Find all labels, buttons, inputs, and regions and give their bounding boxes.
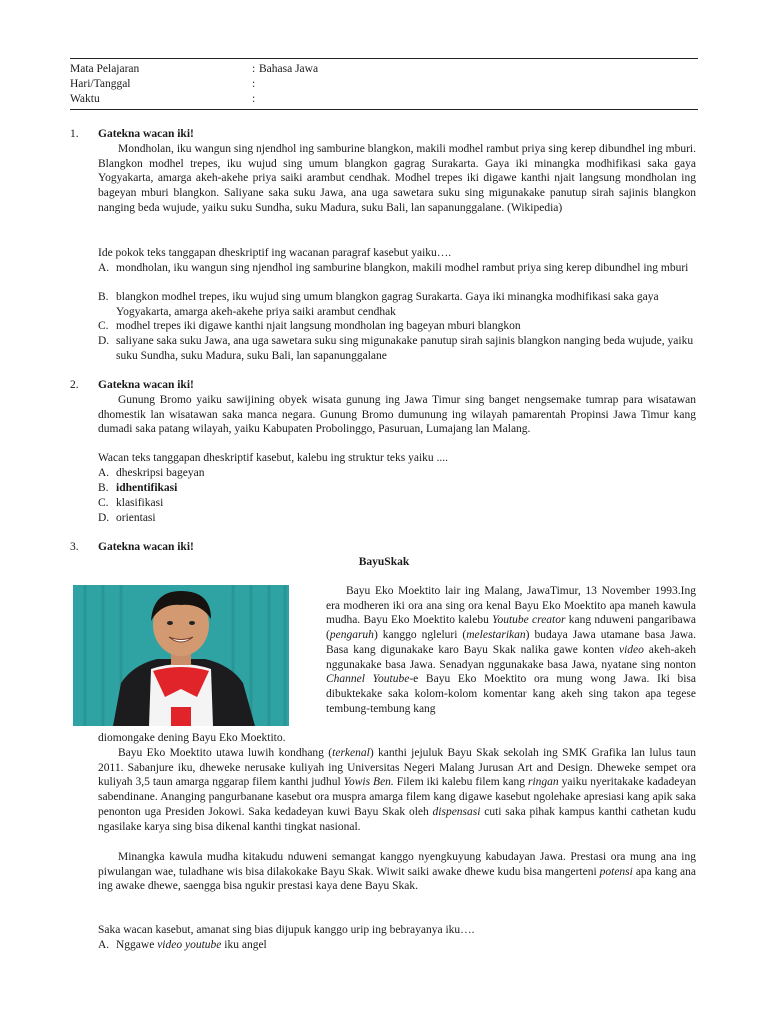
header-top-rule (70, 58, 698, 59)
q1-option-b-text[interactable]: blangkon modhel trepes, iku wujud sing umum blangkon gagrag Surakarta. Gaya iki minangka modhifikasi saka gaya Yogyakarta, amarga akeh-akehe priya saiki arambut cendhak (116, 291, 659, 318)
q2-question: Wacan teks tanggapan dheskriptif kasebut, kalebu ing struktur teks yaiku .... (98, 452, 449, 464)
bayu-skak-photo (73, 585, 289, 726)
article-paragraph-1: Bayu Eko Moektito lair ing Malang, JawaTimur, 13 November 1993.Ing era modheren iki ora ana sing ora kenal Bayu Eko Moektito apa maneh kawula mudha. Bayu Eko Moektito kalebu Youtube creator kang nduweni pangaribawa (pengaruh) kanggo ngleluri (melestarikan) budaya Jawa utamane basa Jawa. Basa kang digunakake karo Bayu Skak nalika gawe konten video akeh-akeh nggunakake basa Jawa. Senadyan nggunakake basa Jawa, nyatane sing nonton Channel Youtube-e Bayu Eko Moektito ora mung wong Jawa. Iki bisa dibuktekake saka kolom-kolom komentar kang akeh sing takon apa tegese tembung-tembung kang (326, 585, 697, 715)
header-date-row (70, 77, 698, 91)
q1-option-c-text[interactable]: modhel trepes iki digawe kanthi njait langsung mondholan ing bageyan mburi blangkon (116, 320, 521, 332)
q3-option-a-text[interactable]: Nggawe video youtube iku angel (116, 939, 267, 951)
date-colon: : (252, 78, 256, 90)
q2-option-b-text[interactable]: idhentifikasi (116, 482, 178, 494)
q3-title: Gatekna wacan iki! (98, 541, 194, 553)
date-label: Hari/Tanggal (70, 78, 131, 90)
q2-passage: Gunung Bromo yaiku sawijining obyek wisata gunung ing Jawa Timur sing banget nengsemake tumrap para wisatawan dhomestik lan wisatawan saka manca negara. Gunung Bromo dumunung ing wilayah pamarentah Propinsi Jawa Timur kang dumadi saka patang wilayah, yaiku Kabupaten Probolinggo, Pasuruan, Lumajang lan Malang. (98, 394, 696, 436)
q2-option-a-letter[interactable]: A. (98, 467, 110, 479)
article-paragraph-3: Minangka kawula mudha kitakudu nduweni semangat kanggo nyengkuyung kabudayan Jawa. Prestasi ora mung ana ing piwulangan wae, tuladhane wis bisa dilakokake Bayu Skak. Wiwit saiki awake dhewe kudu bisa mangerteni potensi apa kang ana ing awake dhewe, saengga bisa ngukir prestasi kaya dene Bayu Skak. (98, 851, 696, 893)
q1-option-a-text[interactable]: mondholan, iku wangun sing njendhol ing samburine blangkon, makili modhel rambut priya sing kerep dibundhel ing mburi (116, 262, 689, 274)
header-subject-row (70, 62, 698, 76)
article-title: BayuSkak (358, 556, 410, 568)
article-paragraph-1-tail: diomongake dening Bayu Eko Moektito. (98, 732, 286, 744)
q3-option-a-letter[interactable]: A. (98, 939, 110, 951)
time-colon: : (252, 93, 256, 105)
q2-option-d-text[interactable]: orientasi (116, 512, 156, 524)
q2-option-d-letter[interactable]: D. (98, 512, 110, 524)
q1-passage: Mondholan, iku wangun sing njendhol ing samburine blangkon, makili modhel rambut priya sing kerep dibundhel ing mburi. Blangkon modhel trepes, iku wujud sing umum blangkon gagrag Surakarta. Gaya iki minangka modhifikasi saka gaya Yogyakarta, amarga akeh-akehe priya saiki arambut cendhak. Modhel trepes iki digawe kanthi njait langsung mondholan ing bageyan mburi blangkon. Saliyane saka suku Jawa, ana uga sawetara suku sing migunakake panutup sirah sajinis blangkon nanging beda wujude, yaiku suku Sundha, suku Madura, suku Bali, lan sapanunggalane. (Wikipedia) (98, 143, 696, 214)
q3-question: Saka wacan kasebut, amanat sing bias dijupuk kanggo urip ing bebrayanya iku…. (98, 924, 475, 936)
q1-question: Ide pokok teks tanggapan dheskriptif ing wacanan paragraf kasebut yaiku…. (98, 247, 452, 259)
subject-value: Bahasa Jawa (259, 63, 319, 75)
q1-option-b-letter[interactable]: B. (98, 291, 109, 303)
header-bottom-rule (70, 109, 698, 110)
q2-option-b-letter[interactable]: B. (98, 482, 109, 494)
q2-option-c-text[interactable]: klasifikasi (116, 497, 164, 509)
q1-number: 1. (70, 128, 79, 140)
q2-option-c-letter[interactable]: C. (98, 497, 109, 509)
q1-option-a-letter[interactable]: A. (98, 262, 110, 274)
q1-option-d-letter[interactable]: D. (98, 335, 110, 347)
q1-title: Gatekna wacan iki! (98, 128, 194, 140)
header-time-row (70, 92, 698, 106)
q2-option-a-text[interactable]: dheskripsi bageyan (116, 467, 205, 479)
q2-title: Gatekna wacan iki! (98, 379, 194, 391)
article-paragraph-2: Bayu Eko Moektito utawa luwih kondhang (terkenal) kanthi jejuluk Bayu Skak sekolah ing SMK Grafika lan lulus taun 2011. Sabanjure iku, dheweke nerusake kuliyah ing Universitas Negeri Malang Jurusan Art and Design. Dheweke sempet ora kuliyah 3,5 taun amarga nggarap filem kanthi judhul Yowis Ben. Filem iki kalebu filem kang ringan yaiku nyeritakake kadadeyan sabendinane. Ananging pangurbanane kasebut ora muspra amarga filem kang digawe kasebut ngolehake apresiasi kang apik saka penonton uga Presiden Jokowi. Saka kedadeyan kuwi Bayu Skak oleh dispensasi cuti saka pihak kampus kanthi cathetan kudu ngasilake karya sing bisa dikenal kanthi tingkat nasional. (98, 747, 696, 833)
subject-label: Mata Pelajaran (70, 63, 140, 75)
q2-number: 2. (70, 379, 79, 391)
q3-number: 3. (70, 541, 79, 553)
subject-colon: : (252, 63, 256, 75)
time-label: Waktu (70, 93, 100, 105)
q1-option-c-letter[interactable]: C. (98, 320, 109, 332)
portrait-illustration (73, 585, 289, 726)
q1-option-d-text[interactable]: saliyane saka suku Jawa, ana uga sawetara suku sing migunakake panutup sirah sajinis blangkon nanging beda wujude, yaiku suku Sundha, suku Madura, suku Bali, lan sapanunggalane (116, 335, 694, 362)
